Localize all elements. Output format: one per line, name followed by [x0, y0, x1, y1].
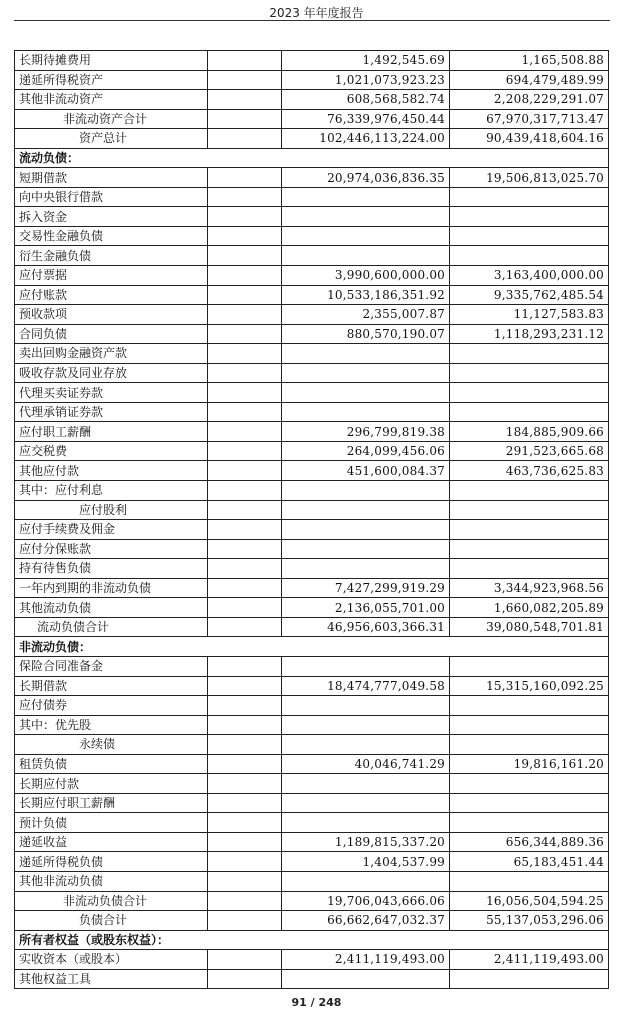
row-prior-period-value: 1,165,508.88 [450, 51, 609, 71]
row-prior-period-value: 3,163,400,000.00 [450, 266, 609, 286]
row-item-label: 递延所得税负债 [15, 852, 208, 872]
table-row [15, 774, 609, 794]
row-note-cell [208, 969, 282, 989]
row-current-period-value [282, 500, 450, 520]
row-item-label: 应付股利 [15, 500, 208, 520]
row-current-period-value [282, 226, 450, 246]
row-item-label: 其中：应付利息 [15, 481, 208, 501]
row-item-label: 非流动负债合计 [15, 891, 208, 911]
row-item-label: 应付账款 [15, 285, 208, 305]
row-note-cell [208, 70, 282, 90]
row-prior-period-value [450, 481, 609, 501]
row-prior-period-value [450, 696, 609, 716]
row-current-period-value [282, 539, 450, 559]
row-current-period-value [282, 520, 450, 540]
row-current-period-value: 1,189,815,337.20 [282, 832, 450, 852]
row-note-cell [208, 187, 282, 207]
row-item-label: 保险合同准备金 [15, 656, 208, 676]
row-prior-period-value: 694,479,489.99 [450, 70, 609, 90]
row-prior-period-value [450, 774, 609, 794]
row-item-label: 应交税费 [15, 441, 208, 461]
row-note-cell [208, 422, 282, 442]
row-prior-period-value [450, 793, 609, 813]
row-item-label: 预计负债 [15, 813, 208, 833]
row-item-label: 其他非流动资产 [15, 90, 208, 110]
section-title: 所有者权益（或股东权益）： [15, 930, 609, 950]
row-current-period-value [282, 774, 450, 794]
row-prior-period-value [450, 656, 609, 676]
row-item-label: 递延收益 [15, 832, 208, 852]
row-item-label: 一年内到期的非流动负债 [15, 578, 208, 598]
row-current-period-value: 76,339,976,450.44 [282, 109, 450, 129]
row-current-period-value [282, 402, 450, 422]
row-item-label: 资产总计 [15, 129, 208, 149]
row-prior-period-value [450, 344, 609, 364]
row-item-label: 非流动资产合计 [15, 109, 208, 129]
row-item-label: 长期借款 [15, 676, 208, 696]
row-item-label: 其他权益工具 [15, 969, 208, 989]
row-item-label: 其他非流动负债 [15, 871, 208, 891]
row-note-cell [208, 813, 282, 833]
row-note-cell [208, 402, 282, 422]
row-item-label: 负债合计 [15, 911, 208, 931]
row-prior-period-value [450, 500, 609, 520]
row-note-cell [208, 129, 282, 149]
row-current-period-value [282, 871, 450, 891]
row-current-period-value: 2,136,055,701.00 [282, 598, 450, 618]
balance-sheet-body [15, 51, 609, 989]
row-prior-period-value: 16,056,504,594.25 [450, 891, 609, 911]
row-item-label: 衍生金融负债 [15, 246, 208, 266]
section-header-row [15, 637, 609, 657]
table-row [15, 520, 609, 540]
row-note-cell [208, 305, 282, 325]
row-item-label: 短期借款 [15, 168, 208, 188]
table-row [15, 735, 609, 755]
table-row [15, 950, 609, 970]
row-prior-period-value [450, 969, 609, 989]
row-item-label: 吸收存款及同业存放 [15, 363, 208, 383]
row-item-label: 永续债 [15, 735, 208, 755]
table-row [15, 383, 609, 403]
row-note-cell [208, 696, 282, 716]
row-current-period-value [282, 969, 450, 989]
row-prior-period-value [450, 187, 609, 207]
table-row [15, 793, 609, 813]
table-row [15, 461, 609, 481]
row-note-cell [208, 324, 282, 344]
row-item-label: 长期应付款 [15, 774, 208, 794]
row-current-period-value [282, 696, 450, 716]
row-item-label: 代理买卖证券款 [15, 383, 208, 403]
row-prior-period-value: 3,344,923,968.56 [450, 578, 609, 598]
row-current-period-value: 46,956,603,366.31 [282, 617, 450, 637]
row-note-cell [208, 344, 282, 364]
row-prior-period-value: 15,315,160,092.25 [450, 676, 609, 696]
row-current-period-value: 2,411,119,493.00 [282, 950, 450, 970]
section-header-row [15, 148, 609, 168]
row-current-period-value [282, 656, 450, 676]
row-prior-period-value: 19,816,161.20 [450, 754, 609, 774]
row-note-cell [208, 90, 282, 110]
row-prior-period-value [450, 402, 609, 422]
row-note-cell [208, 754, 282, 774]
row-note-cell [208, 911, 282, 931]
row-note-cell [208, 774, 282, 794]
table-row [15, 344, 609, 364]
balance-sheet-table [14, 50, 609, 989]
table-row [15, 911, 609, 931]
row-current-period-value: 66,662,647,032.37 [282, 911, 450, 931]
row-item-label: 应付债券 [15, 696, 208, 716]
row-item-label: 持有待售负债 [15, 559, 208, 579]
page-header-title: 2023 年年度报告 [269, 6, 364, 20]
row-note-cell [208, 676, 282, 696]
table-row [15, 187, 609, 207]
row-current-period-value: 880,570,190.07 [282, 324, 450, 344]
row-note-cell [208, 852, 282, 872]
table-row [15, 598, 609, 618]
row-note-cell [208, 715, 282, 735]
row-note-cell [208, 246, 282, 266]
table-row [15, 559, 609, 579]
row-item-label: 其他流动负债 [15, 598, 208, 618]
row-item-label: 卖出回购金融资产款 [15, 344, 208, 364]
table-row [15, 500, 609, 520]
row-prior-period-value [450, 539, 609, 559]
row-note-cell [208, 578, 282, 598]
row-note-cell [208, 266, 282, 286]
row-note-cell [208, 520, 282, 540]
row-current-period-value [282, 793, 450, 813]
table-row [15, 226, 609, 246]
table-row [15, 832, 609, 852]
row-prior-period-value: 19,506,813,025.70 [450, 168, 609, 188]
table-row [15, 852, 609, 872]
row-current-period-value [282, 246, 450, 266]
row-item-label: 拆入资金 [15, 207, 208, 227]
row-item-label: 长期待摊费用 [15, 51, 208, 71]
row-prior-period-value: 1,118,293,231.12 [450, 324, 609, 344]
section-title: 非流动负债： [15, 637, 609, 657]
row-item-label: 其中：优先股 [15, 715, 208, 735]
row-item-label: 向中央银行借款 [15, 187, 208, 207]
table-row [15, 578, 609, 598]
row-current-period-value: 1,404,537.99 [282, 852, 450, 872]
row-note-cell [208, 793, 282, 813]
row-current-period-value [282, 344, 450, 364]
row-current-period-value: 19,706,043,666.06 [282, 891, 450, 911]
row-current-period-value [282, 383, 450, 403]
row-prior-period-value: 9,335,762,485.54 [450, 285, 609, 305]
table-row [15, 676, 609, 696]
page-number: 91 / 248 [291, 996, 342, 1009]
table-row [15, 305, 609, 325]
table-row [15, 715, 609, 735]
table-row [15, 539, 609, 559]
row-note-cell [208, 598, 282, 618]
row-prior-period-value [450, 813, 609, 833]
row-prior-period-value [450, 715, 609, 735]
row-note-cell [208, 559, 282, 579]
table-row [15, 754, 609, 774]
row-current-period-value [282, 187, 450, 207]
row-note-cell [208, 950, 282, 970]
row-prior-period-value [450, 363, 609, 383]
row-prior-period-value: 39,080,548,701.81 [450, 617, 609, 637]
table-row [15, 422, 609, 442]
row-current-period-value: 20,974,036,836.35 [282, 168, 450, 188]
row-note-cell [208, 500, 282, 520]
row-note-cell [208, 871, 282, 891]
row-note-cell [208, 51, 282, 71]
row-item-label: 租赁负债 [15, 754, 208, 774]
row-prior-period-value [450, 871, 609, 891]
table-row [15, 324, 609, 344]
row-prior-period-value: 2,208,229,291.07 [450, 90, 609, 110]
row-current-period-value [282, 363, 450, 383]
table-row [15, 402, 609, 422]
row-prior-period-value: 11,127,583.83 [450, 305, 609, 325]
row-current-period-value: 608,568,582.74 [282, 90, 450, 110]
row-prior-period-value [450, 520, 609, 540]
row-current-period-value [282, 813, 450, 833]
row-item-label: 代理承销证券款 [15, 402, 208, 422]
table-row [15, 871, 609, 891]
row-note-cell [208, 109, 282, 129]
table-row [15, 246, 609, 266]
row-current-period-value: 296,799,819.38 [282, 422, 450, 442]
row-note-cell [208, 207, 282, 227]
row-item-label: 合同负债 [15, 324, 208, 344]
row-item-label: 交易性金融负债 [15, 226, 208, 246]
table-row [15, 266, 609, 286]
row-prior-period-value: 1,660,082,205.89 [450, 598, 609, 618]
row-current-period-value: 1,021,073,923.23 [282, 70, 450, 90]
row-note-cell [208, 285, 282, 305]
row-note-cell [208, 226, 282, 246]
row-current-period-value: 1,492,545.69 [282, 51, 450, 71]
row-prior-period-value: 291,523,665.68 [450, 441, 609, 461]
row-note-cell [208, 656, 282, 676]
row-item-label: 流动负债合计 [15, 617, 208, 637]
table-row [15, 51, 609, 71]
table-row [15, 70, 609, 90]
row-item-label: 应付职工薪酬 [15, 422, 208, 442]
row-prior-period-value [450, 207, 609, 227]
row-current-period-value: 10,533,186,351.92 [282, 285, 450, 305]
row-item-label: 应付分保账款 [15, 539, 208, 559]
table-row [15, 285, 609, 305]
row-prior-period-value [450, 246, 609, 266]
table-row [15, 696, 609, 716]
row-current-period-value [282, 735, 450, 755]
row-current-period-value [282, 559, 450, 579]
table-row [15, 90, 609, 110]
row-current-period-value: 451,600,084.37 [282, 461, 450, 481]
table-row [15, 168, 609, 188]
row-item-label: 应付票据 [15, 266, 208, 286]
table-row [15, 481, 609, 501]
row-note-cell [208, 481, 282, 501]
row-current-period-value: 40,046,741.29 [282, 754, 450, 774]
row-prior-period-value: 67,970,317,713.47 [450, 109, 609, 129]
row-prior-period-value: 65,183,451.44 [450, 852, 609, 872]
row-current-period-value: 2,355,007.87 [282, 305, 450, 325]
row-note-cell [208, 891, 282, 911]
row-item-label: 递延所得税资产 [15, 70, 208, 90]
row-note-cell [208, 441, 282, 461]
table-row [15, 656, 609, 676]
row-current-period-value: 264,099,456.06 [282, 441, 450, 461]
row-note-cell [208, 168, 282, 188]
row-note-cell [208, 383, 282, 403]
row-note-cell [208, 539, 282, 559]
row-note-cell [208, 832, 282, 852]
table-row [15, 969, 609, 989]
row-current-period-value: 18,474,777,049.58 [282, 676, 450, 696]
row-item-label: 其他应付款 [15, 461, 208, 481]
table-row [15, 363, 609, 383]
row-current-period-value [282, 481, 450, 501]
row-item-label: 实收资本（或股本） [15, 950, 208, 970]
row-note-cell [208, 461, 282, 481]
row-prior-period-value: 463,736,625.83 [450, 461, 609, 481]
row-note-cell [208, 735, 282, 755]
section-header-row [15, 930, 609, 950]
row-prior-period-value [450, 735, 609, 755]
table-row [15, 207, 609, 227]
row-current-period-value [282, 207, 450, 227]
row-current-period-value: 7,427,299,919.29 [282, 578, 450, 598]
row-item-label: 长期应付职工薪酬 [15, 793, 208, 813]
table-row [15, 617, 609, 637]
table-row [15, 891, 609, 911]
row-prior-period-value [450, 559, 609, 579]
table-row [15, 813, 609, 833]
row-prior-period-value [450, 383, 609, 403]
table-row [15, 129, 609, 149]
row-note-cell [208, 617, 282, 637]
row-prior-period-value: 184,885,909.66 [450, 422, 609, 442]
row-item-label: 应付手续费及佣金 [15, 520, 208, 540]
row-prior-period-value: 55,137,053,296.06 [450, 911, 609, 931]
table-row [15, 109, 609, 129]
row-prior-period-value: 90,439,418,604.16 [450, 129, 609, 149]
row-current-period-value [282, 715, 450, 735]
row-prior-period-value: 2,411,119,493.00 [450, 950, 609, 970]
row-note-cell [208, 363, 282, 383]
row-prior-period-value [450, 226, 609, 246]
row-current-period-value: 3,990,600,000.00 [282, 266, 450, 286]
header-divider [14, 20, 610, 21]
section-title: 流动负债： [15, 148, 609, 168]
table-row [15, 441, 609, 461]
row-item-label: 预收款项 [15, 305, 208, 325]
row-current-period-value: 102,446,113,224.00 [282, 129, 450, 149]
row-prior-period-value: 656,344,889.36 [450, 832, 609, 852]
